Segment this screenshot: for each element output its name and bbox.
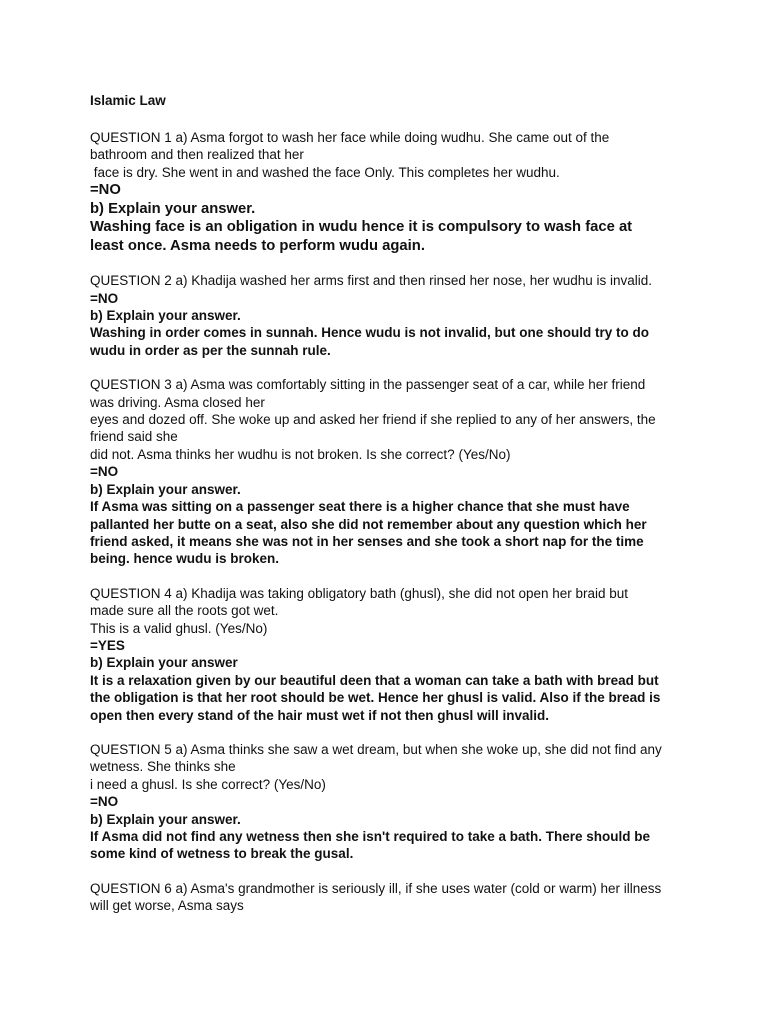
explanation-line: wudu in order as per the sunnah rule. [90,342,331,358]
question-text-line: QUESTION 2 a) Khadija washed her arms first and then rinsed her nose, her wudhu is invalid. [90,273,653,289]
question-5 [90,741,690,863]
question-text-line: friend said she [90,429,178,445]
explanation-line: pallanted her butte on a seat, also she did not remember about any question which her [90,516,647,532]
explanation-line: the obligation is that her root should be wet. Hence her ghusl is valid. Also if the bread is [90,690,661,706]
answer: =NO [90,464,119,480]
explanation-line: being. hence wudu is broken. [90,551,280,567]
explanation-line: some kind of wetness to break the gusal. [90,846,354,862]
question-text-line: This is a valid ghusl. (Yes/No) [90,620,268,636]
question-text-line: QUESTION 5 a) Asma thinks she saw a wet dream, but when she woke up, she did not find any [90,741,662,757]
explain-label: b) Explain your answer [90,655,238,671]
explain-label: b) Explain your answer. [90,481,241,497]
explain-label: b) Explain your answer. [90,811,241,827]
question-4 [90,585,690,724]
explanation-line: open then every stand of the hair must wet if not then ghusl will invalid. [90,707,550,723]
explanation-line: If Asma was sitting on a passenger seat there is a higher chance that she must have [90,499,630,515]
question-text-line: will get worse, Asma says [90,898,244,914]
explanation-line: friend asked, it means she was not in her senses and she took a short nap for the time [90,533,644,549]
question-text-line: QUESTION 4 a) Khadija was taking obligatory bath (ghusl), she did not open her braid but [90,585,629,601]
explanation-line: Washing in order comes in sunnah. Hence wudu is not invalid, but one should try to do [90,325,650,341]
question-1 [90,129,690,255]
question-text-line: face is dry. She went in and washed the face Only. This completes her wudhu. [90,164,560,180]
question-text-line: did not. Asma thinks her wudhu is not broken. Is she correct? (Yes/No) [90,446,511,462]
question-text-line: bathroom and then realized that her [90,147,304,163]
answer: =NO [90,290,119,306]
explanation-line: Washing face is an obligation in wudu hence it is compulsory to wash face at [90,219,633,236]
question-3 [90,376,690,567]
question-text-line: eyes and dozed off. She woke up and asked her friend if she replied to any of her answers, the [90,412,656,428]
question-6 [90,880,690,915]
answer: =NO [90,182,121,199]
question-text-line: QUESTION 6 a) Asma's grandmother is seriously ill, if she uses water (cold or warm) her illness [90,880,662,896]
explain-label: b) Explain your answer. [90,200,256,217]
question-text-line: wetness. She thinks she [90,759,236,775]
explanation-line: It is a relaxation given by our beautiful deen that a woman can take a bath with bread but [90,672,659,688]
explanation-line: least once. Asma needs to perform wudu again. [90,237,425,254]
question-text-line: made sure all the roots got wet. [90,603,279,619]
question-2 [90,272,690,359]
explanation-line: If Asma did not find any wetness then she isn't required to take a bath. There should be [90,829,651,844]
answer: =YES [90,637,125,653]
document-title: Islamic Law [90,93,166,108]
question-text-line: i need a ghusl. Is she correct? (Yes/No) [90,776,326,792]
question-text-line: QUESTION 1 a) Asma forgot to wash her face while doing wudhu. She came out of the [90,130,610,145]
answer: =NO [90,794,119,810]
question-text-line: was driving. Asma closed her [90,394,265,410]
explain-label: b) Explain your answer. [90,308,241,324]
document-page [90,92,690,932]
question-text-line: QUESTION 3 a) Asma was comfortably sitting in the passenger seat of a car, while her friend [90,377,646,393]
